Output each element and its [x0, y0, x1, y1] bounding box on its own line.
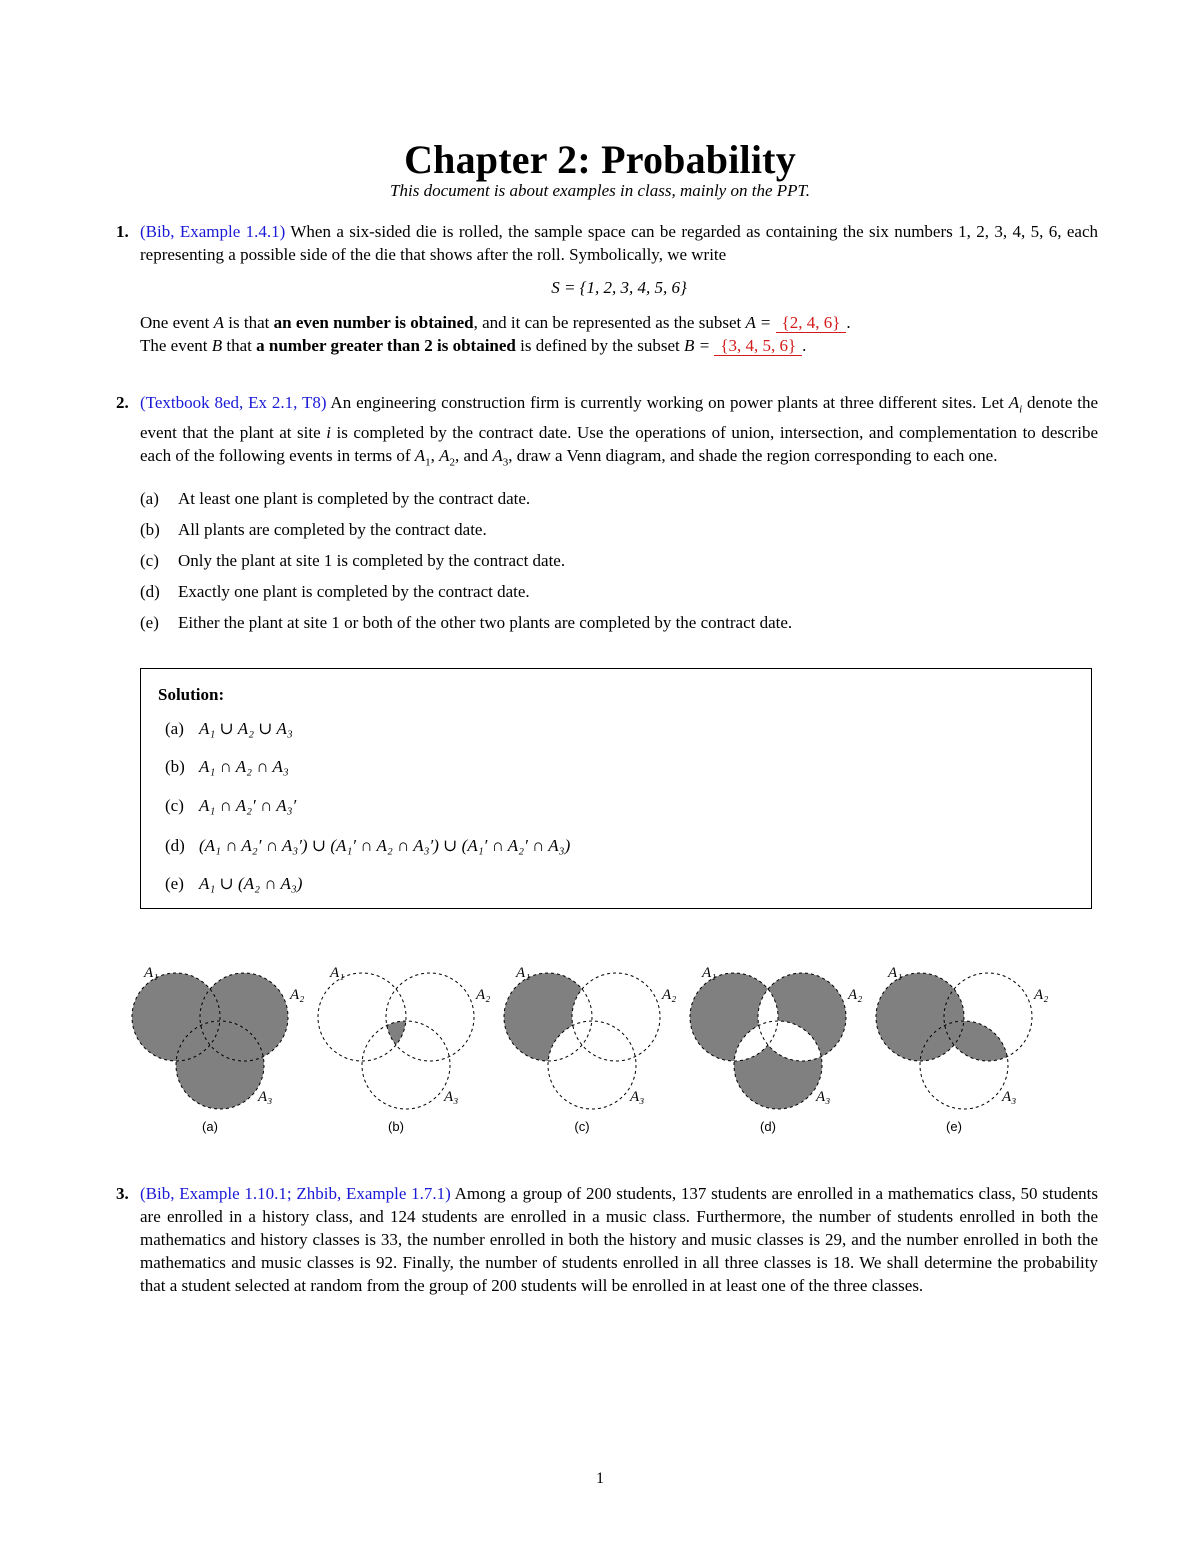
venn-diagram: [132, 965, 304, 1134]
problem-reference: (Textbook 8ed, Ex 2.1, T8): [140, 393, 327, 412]
list-item: (c) Only the plant at site 1 is completed by the contract date.: [140, 550, 566, 570]
problem-body: [140, 1182, 1098, 1297]
solution-line: (e) A₁ ∪ (A₂ ∩ A₃): [165, 874, 303, 893]
set-label: A₁: [330, 965, 345, 981]
venn-diagram: [690, 965, 862, 1134]
problem-number: 1.: [116, 222, 129, 241]
event-a-line: One event A is that an even number is obtained, and it can be represented as the subset A = {2, 4, 6} .: [140, 313, 851, 332]
set-circle: [318, 973, 406, 1061]
set-label: A₂: [290, 987, 305, 1003]
problem-reference: (Bib, Example 1.4.1): [140, 222, 286, 241]
venn-caption: (d): [760, 1119, 776, 1134]
solution-line: (d) (A₁ ∩ A₂′ ∩ A₃′) ∪ (A₁′ ∩ A₂ ∩ A₃′) ∪ (A₁′ ∩ A₂′ ∩ A₃): [165, 836, 571, 855]
venn-diagram: [504, 965, 676, 1134]
solution-line: (c) A₁ ∩ A₂′ ∩ A₃′: [165, 796, 297, 815]
sample-space-equation: S = {1, 2, 3, 4, 5, 6}: [551, 278, 687, 297]
set-label: A₃: [1002, 1089, 1017, 1105]
solution-line: (a) A₁ ∪ A₂ ∪ A₃: [165, 719, 293, 738]
venn-diagram: [318, 965, 490, 1134]
venn-diagrams: [130, 955, 1070, 1145]
problem-number: 2.: [116, 393, 129, 412]
problem-text: Among a group of 200 students, 137 students are enrolled in a mathematics class, 50 students are enrolled in a history class, and 124 students are enrolled in a music class. Furthermore, the number of students enrolled in both the mathematics and history classes is 33, the number enrolled in both the history and music classes is 29, and the number enrolled in both the mathematics and music classes is 92. Finally, the number of students enrolled in all three classes is 18. We shall determine the probability that a student selected at random from the group of 200 students will be enrolled in at least one of the three classes.: [140, 1184, 1099, 1295]
list-item: (e) Either the plant at site 1 or both of the other two plants are completed by the contract date.: [140, 612, 793, 632]
set-label: A₃: [258, 1089, 273, 1105]
set-label: A₃: [630, 1089, 645, 1105]
page-number: 1: [596, 1470, 604, 1487]
solution-box: [140, 668, 1092, 909]
answer-blank-a: {2, 4, 6}: [776, 314, 847, 333]
solution-line: (b) A₁ ∩ A₂ ∩ A₃: [165, 757, 289, 776]
problem-1: [116, 220, 1098, 357]
venn-caption: (e): [946, 1119, 962, 1134]
problem-number: 3.: [116, 1184, 129, 1203]
venn-diagrams-svg: [130, 955, 1070, 1145]
venn-caption: (c): [574, 1119, 590, 1134]
problem-body: [140, 220, 1098, 357]
event-list: [140, 483, 1098, 638]
set-label: A₂: [662, 987, 677, 1003]
list-item: (a) At least one plant is completed by the contract date.: [140, 488, 531, 508]
list-item: (b) All plants are completed by the contract date.: [140, 519, 487, 539]
solution-title: Solution:: [158, 685, 225, 704]
problem-body: (Textbook 8ed, Ex 2.1, T8) An engineering construction firm is currently working on power plants at three different sites. Let $A_i$ denote the event that the plant at site i is completed by the contract date. Use the operations of union, intersection, and complementation to describe each of the following events in terms of $A_1$, $A_2$, and $A_3$, draw a Venn diagram, and shade the region corresponding to each one.: [140, 393, 1098, 469]
set-label: A₃: [816, 1089, 831, 1105]
set-label: A₂: [1034, 987, 1049, 1003]
set-circle: [386, 973, 474, 1061]
venn-caption: (a): [202, 1119, 218, 1134]
page-subtitle: This document is about examples in class, mainly on the PPT.: [390, 181, 810, 200]
problem-2: [116, 391, 1098, 638]
problem-text: When a six-sided die is rolled, the sample space can be regarded as containing the six numbers 1, 2, 3, 4, 5, 6, each representing a possible side of the die that shows after the roll. Symbolically, we write: [140, 222, 1099, 264]
problem-reference: (Bib, Example 1.10.1; Zhbib, Example 1.7.1): [140, 1184, 451, 1203]
list-item: (d) Exactly one plant is completed by the contract date.: [140, 581, 530, 601]
answer-blank-b: {3, 4, 5, 6}: [714, 337, 802, 356]
event-b-line: The event B that a number greater than 2 is obtained is defined by the subset B = {3, 4, 5, 6} .: [140, 336, 807, 355]
set-label: A₁: [516, 965, 531, 981]
page-title: Chapter 2: Probability: [404, 137, 796, 182]
set-label: A₁: [702, 965, 717, 981]
set-label: A₂: [848, 987, 863, 1003]
set-label: A₁: [888, 965, 903, 981]
problem-3: [116, 1182, 1098, 1297]
venn-caption: (b): [388, 1119, 404, 1134]
venn-diagram: [876, 965, 1048, 1134]
set-label: A₂: [476, 987, 491, 1003]
set-circle: [362, 1021, 450, 1109]
set-label: A₁: [144, 965, 159, 981]
set-label: A₃: [444, 1089, 459, 1105]
